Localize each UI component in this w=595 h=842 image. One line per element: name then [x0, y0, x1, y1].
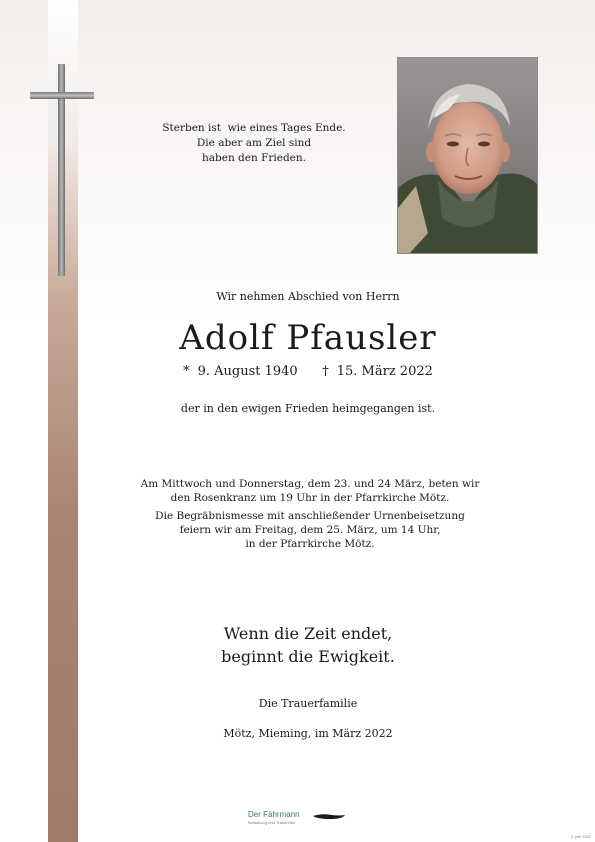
place-date: Mötz, Mieming, im März 2022	[223, 727, 393, 740]
life-dates	[108, 364, 508, 379]
service-info	[110, 473, 510, 555]
print-credit: © jvbl 2022	[570, 834, 591, 839]
portrait-photo	[397, 57, 538, 254]
family-signature: Die Trauerfamilie	[258, 697, 358, 710]
cross-icon	[30, 64, 94, 278]
closing-line: beginnt die Ewigkeit.	[221, 647, 395, 666]
death-date: 15. März 2022	[336, 364, 433, 379]
rosary-line: Am Mittwoch und Donnerstag, dem 23. und 24 März, beten wir	[140, 478, 480, 490]
birth-date: 9. August 1940	[197, 364, 298, 379]
intro-text: Wir nehmen Abschied von Herrn	[216, 290, 400, 303]
logo-brand: Der Fährmann	[248, 810, 300, 819]
deceased-name: Adolf Pfausler	[179, 318, 437, 358]
death-symbol: †	[322, 364, 329, 379]
mass-line: in der Pfarrkirche Mötz.	[245, 538, 375, 550]
logo-subtitle: Bestattung und Trauerhilfe	[248, 820, 295, 825]
mass-line: feiern wir am Freitag, dem 25. März, um 14 Uhr,	[179, 524, 441, 536]
passed-text: der in den ewigen Frieden heimgegangen ist.	[180, 402, 436, 415]
rosary-line: den Rosenkranz um 19 Uhr in der Pfarrkirche Mötz.	[170, 492, 450, 504]
funeral-home-logo	[248, 810, 358, 832]
boat-icon	[312, 813, 346, 820]
closing-line: Wenn die Zeit endet,	[223, 624, 393, 643]
closing-verse	[108, 622, 508, 668]
cross-horizontal-beam	[30, 92, 94, 99]
quote-line: haben den Frieden.	[201, 152, 306, 164]
birth-symbol: *	[183, 364, 190, 379]
quote-line: Sterben ist wie eines Tages Ende.	[162, 122, 346, 134]
mass-line: Die Begräbnismesse mit anschließender Urnenbeisetzung	[155, 510, 465, 522]
quote-block	[140, 121, 368, 166]
quote-line: Die aber am Ziel sind	[196, 137, 312, 149]
portrait-image	[398, 58, 538, 254]
